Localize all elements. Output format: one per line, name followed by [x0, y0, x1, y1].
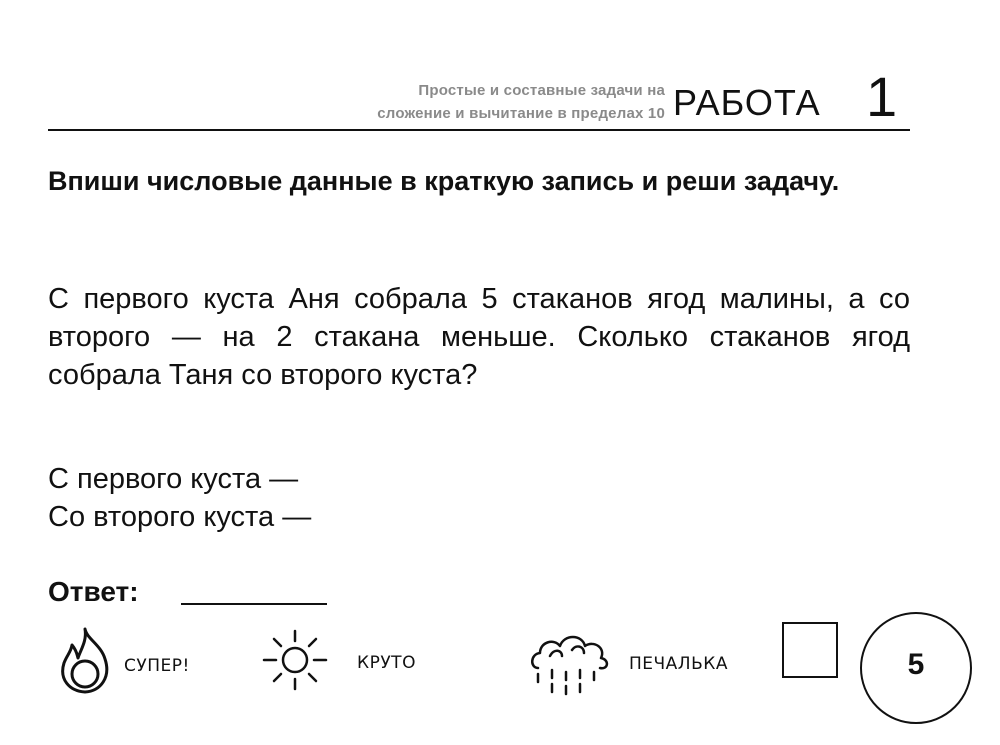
sun-icon[interactable]: [262, 628, 328, 692]
section-topic-line-2: сложение и вычитание в пределах 10: [377, 105, 665, 122]
self-check-box[interactable]: [782, 622, 838, 678]
record-second-bush: Со второго куста —: [48, 501, 312, 533]
rating-cool-label: КРУТО: [357, 653, 416, 673]
page-number: 5: [907, 648, 925, 681]
work-number: 1: [866, 65, 898, 128]
rating-super-label: СУПЕР!: [124, 656, 190, 676]
rain-cloud-icon[interactable]: [528, 626, 610, 698]
answer-blank-line[interactable]: [181, 603, 327, 605]
answer-label: Ответ:: [48, 576, 139, 607]
fire-icon[interactable]: [57, 625, 113, 695]
header-divider: [48, 129, 910, 131]
problem-text: С первого куста Аня собрала 5 стаканов ягод малины, а со второго — на 2 стакана меньше. Сколько стаканов ягод собрала Таня со второго куста?: [48, 283, 910, 391]
rating-sad-label: ПЕЧАЛЬКА: [629, 654, 728, 674]
task-instruction: Впиши числовые данные в краткую запись и реши задачу.: [48, 166, 840, 196]
work-label: РАБОТА: [673, 82, 821, 123]
section-topic-line-1: Простые и составные задачи на: [418, 82, 665, 99]
record-first-bush: С первого куста —: [48, 463, 299, 495]
section-topic: [250, 79, 665, 125]
